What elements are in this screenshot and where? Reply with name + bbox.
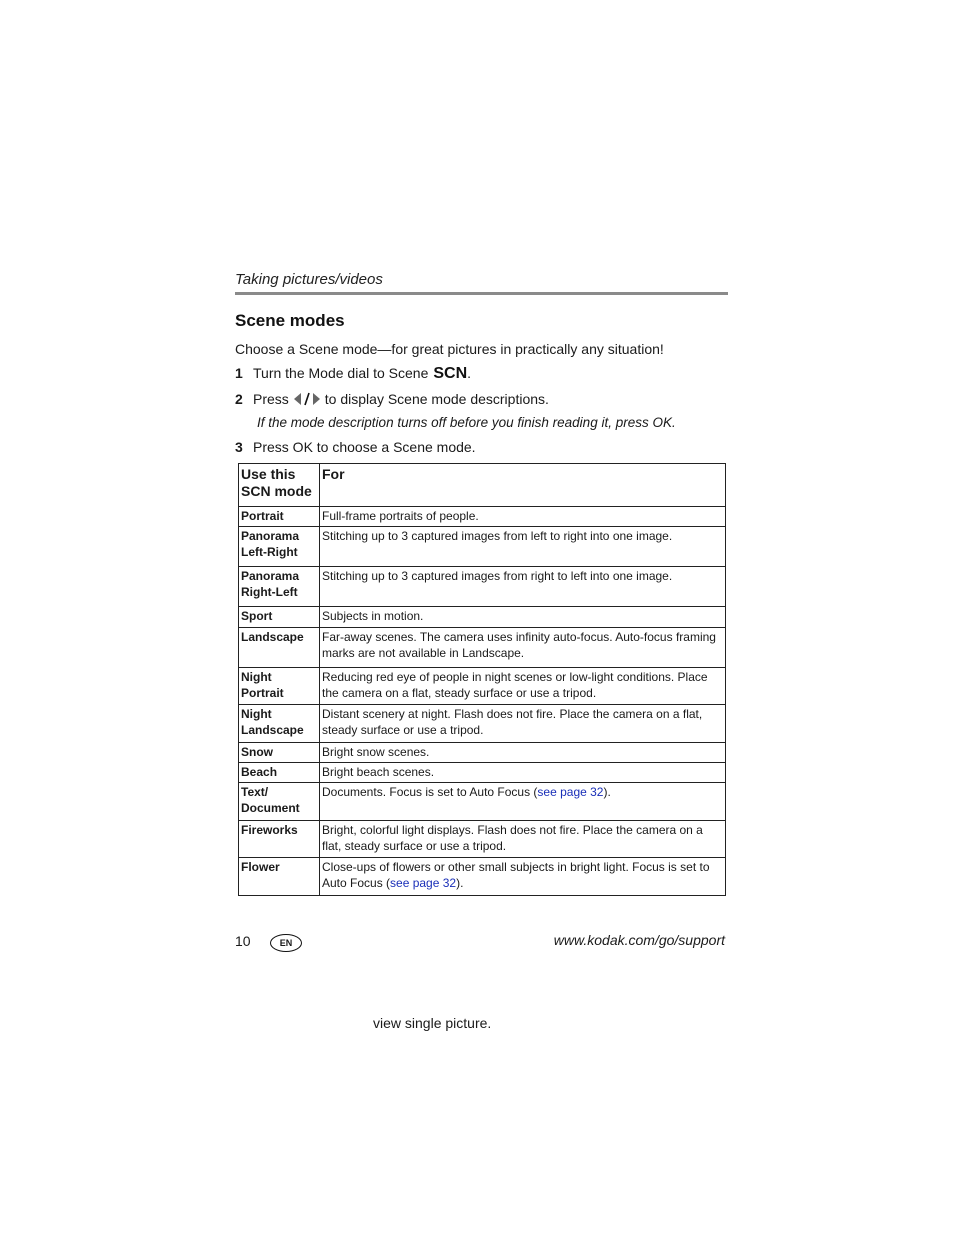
table-row [239,628,726,668]
mode-name: Beach [239,763,320,783]
mode-name: Flower [239,858,320,896]
mode-name: Fireworks [239,821,320,858]
mode-description: Reducing red eye of people in night scenes or low-light conditions. Place the camera on a flat, steady surface or use a tripod. [320,668,726,705]
step-text-post: to display Scene mode descriptions. [324,391,549,407]
mode-name: Text/ Document [239,783,320,821]
header-mode: Use this SCN mode [239,464,320,507]
section-header: Taking pictures/videos [235,271,383,288]
page-title: Scene modes [235,311,345,330]
table-header-row [239,464,726,507]
mode-name: Panorama Right-Left [239,567,320,607]
mode-description: Subjects in motion. [320,607,726,628]
language-badge: EN [270,934,302,952]
table-row [239,858,726,896]
header-divider [235,292,728,295]
desc-text: Close-ups of flowers or other small subjects in bright light. Focus is set to Auto Focus ( [322,860,710,890]
table-row [239,527,726,567]
step-number: 1 [235,365,243,381]
left-right-arrows-icon [293,392,321,406]
mode-description: Distant scenery at night. Flash does not fire. Place the camera on a flat, steady surface or use a tripod. [320,705,726,743]
mode-description [320,783,726,821]
step-2 [235,391,549,407]
scene-modes-table [238,463,726,896]
mode-name: Night Portrait [239,668,320,705]
mode-name: Night Landscape [239,705,320,743]
step-number: 2 [235,391,243,407]
mode-name: Portrait [239,507,320,527]
step-suffix: . [467,365,472,381]
header-for: For [320,464,726,507]
mode-name: Snow [239,743,320,763]
table-row [239,821,726,858]
table-row [239,763,726,783]
table-row [239,567,726,607]
desc-text-after: ). [603,785,611,799]
table-row [239,668,726,705]
table-row [239,607,726,628]
table-row [239,507,726,527]
note-text: If the mode description turns off before you finish reading it, press OK. [257,415,676,430]
step-text-pre: Press [253,391,289,407]
desc-text: Documents. Focus is set to Auto Focus ( [322,785,538,799]
mode-name: Landscape [239,628,320,668]
page-number: 10 [235,933,251,949]
mode-description [320,858,726,896]
see-page-link[interactable]: see page 32 [390,876,457,890]
mode-description: Bright snow scenes. [320,743,726,763]
table-row [239,743,726,763]
stray-text: view single picture. [373,1015,492,1031]
step-text: Press OK to choose a Scene mode. [253,439,476,455]
intro-text: Choose a Scene mode—for great pictures in practically any situation! [235,341,664,357]
mode-description: Stitching up to 3 captured images from right to left into one image. [320,567,726,607]
desc-text-after: ). [456,876,464,890]
scn-mode-icon: SCN [433,365,468,382]
table-row [239,705,726,743]
mode-description: Bright beach scenes. [320,763,726,783]
mode-description: Full-frame portraits of people. [320,507,726,527]
step-text: Turn the Mode dial to Scene [253,365,429,381]
mode-name: Panorama Left-Right [239,527,320,567]
step-3 [235,439,476,455]
step-1 [235,365,471,383]
mode-description: Stitching up to 3 captured images from left to right into one image. [320,527,726,567]
see-page-link[interactable]: see page 32 [537,785,604,799]
step-number: 3 [235,439,243,455]
mode-name: Sport [239,607,320,628]
mode-description: Far-away scenes. The camera uses infinity auto-focus. Auto-focus framing marks are not available in Landscape. [320,628,726,668]
support-url[interactable]: www.kodak.com/go/support [553,932,725,948]
mode-description: Bright, colorful light displays. Flash does not fire. Place the camera on a flat, steady surface or use a tripod. [320,821,726,858]
table-row [239,783,726,821]
